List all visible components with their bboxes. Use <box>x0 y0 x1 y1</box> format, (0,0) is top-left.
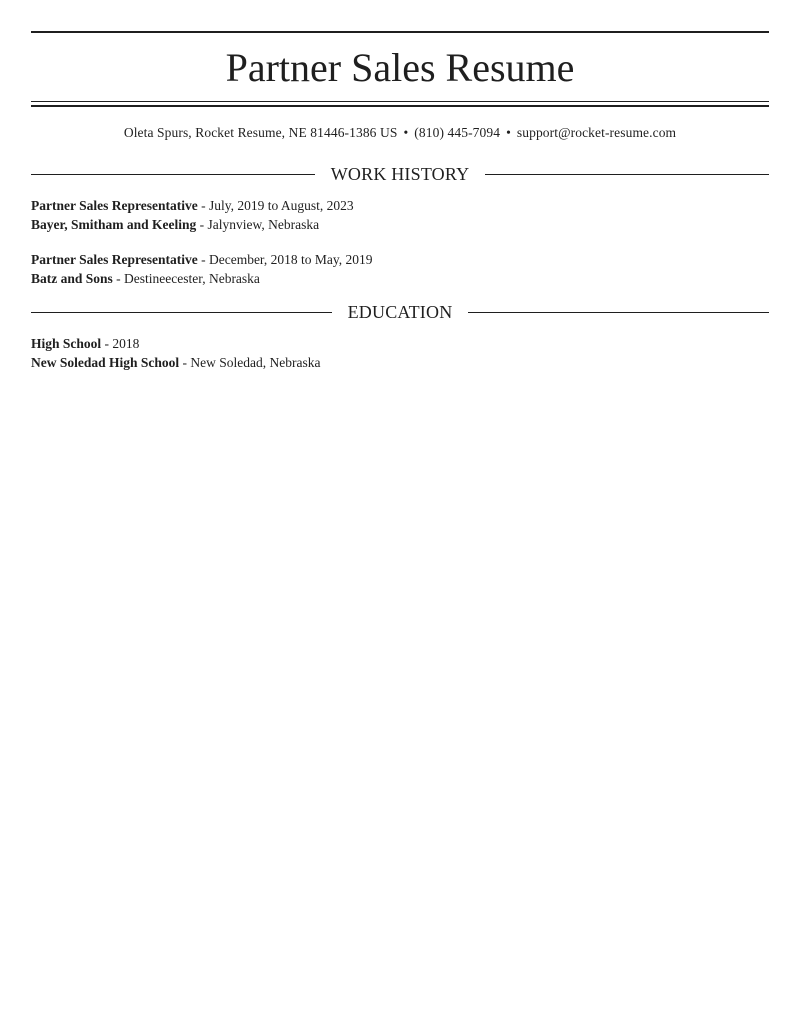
heading-rule-left <box>31 174 315 175</box>
dash-separator: - <box>101 336 113 351</box>
job-title: Partner Sales Representative <box>31 252 198 267</box>
bullet-separator: • <box>506 125 511 140</box>
heading-rule-left <box>31 312 332 313</box>
job-title-line <box>31 251 769 269</box>
contact-line <box>31 124 769 142</box>
contact-email: support@rocket-resume.com <box>516 125 677 140</box>
job-location: Jalynview, Nebraska <box>207 217 320 232</box>
dash-separator: - <box>197 198 209 213</box>
education-school-line <box>31 354 769 372</box>
education-school: New Soledad High School <box>31 355 180 370</box>
dash-separator: - <box>197 252 209 267</box>
education-degree: High School <box>31 336 102 351</box>
heading-rule-right <box>468 312 769 313</box>
heading-rule-right <box>485 174 769 175</box>
job-title-line <box>31 197 769 215</box>
page-title: Partner Sales Resume <box>225 45 575 90</box>
education-heading <box>31 300 769 324</box>
job-company-line <box>31 216 769 234</box>
dash-separator: - <box>112 271 125 286</box>
education-heading-label: EDUCATION <box>347 302 453 322</box>
contact-address: Oleta Spurs, Rocket Resume, NE 81446-1386 US <box>123 125 398 140</box>
job-dates: December, 2018 to May, 2019 <box>208 252 373 267</box>
title-rule-thin <box>31 101 769 102</box>
job-company: Bayer, Smitham and Keeling <box>31 217 197 232</box>
top-rule <box>31 31 769 33</box>
work-history-heading <box>31 162 769 186</box>
bullet-separator: • <box>403 125 409 140</box>
title-rule-thick <box>31 105 769 107</box>
education-location: New Soledad, Nebraska <box>190 355 321 370</box>
dash-separator: - <box>196 217 208 232</box>
dash-separator: - <box>179 355 191 370</box>
work-history-heading-label: WORK HISTORY <box>330 164 470 184</box>
education-year: 2018 <box>112 336 140 351</box>
job-company: Batz and Sons <box>31 271 113 286</box>
education-degree-line <box>31 335 769 353</box>
job-location: Destineecester, Nebraska <box>124 271 260 286</box>
job-company-line <box>31 270 769 288</box>
contact-phone: (810) 445-7094 <box>414 125 501 140</box>
job-dates: July, 2019 to August, 2023 <box>208 198 354 213</box>
job-title: Partner Sales Representative <box>31 198 198 213</box>
